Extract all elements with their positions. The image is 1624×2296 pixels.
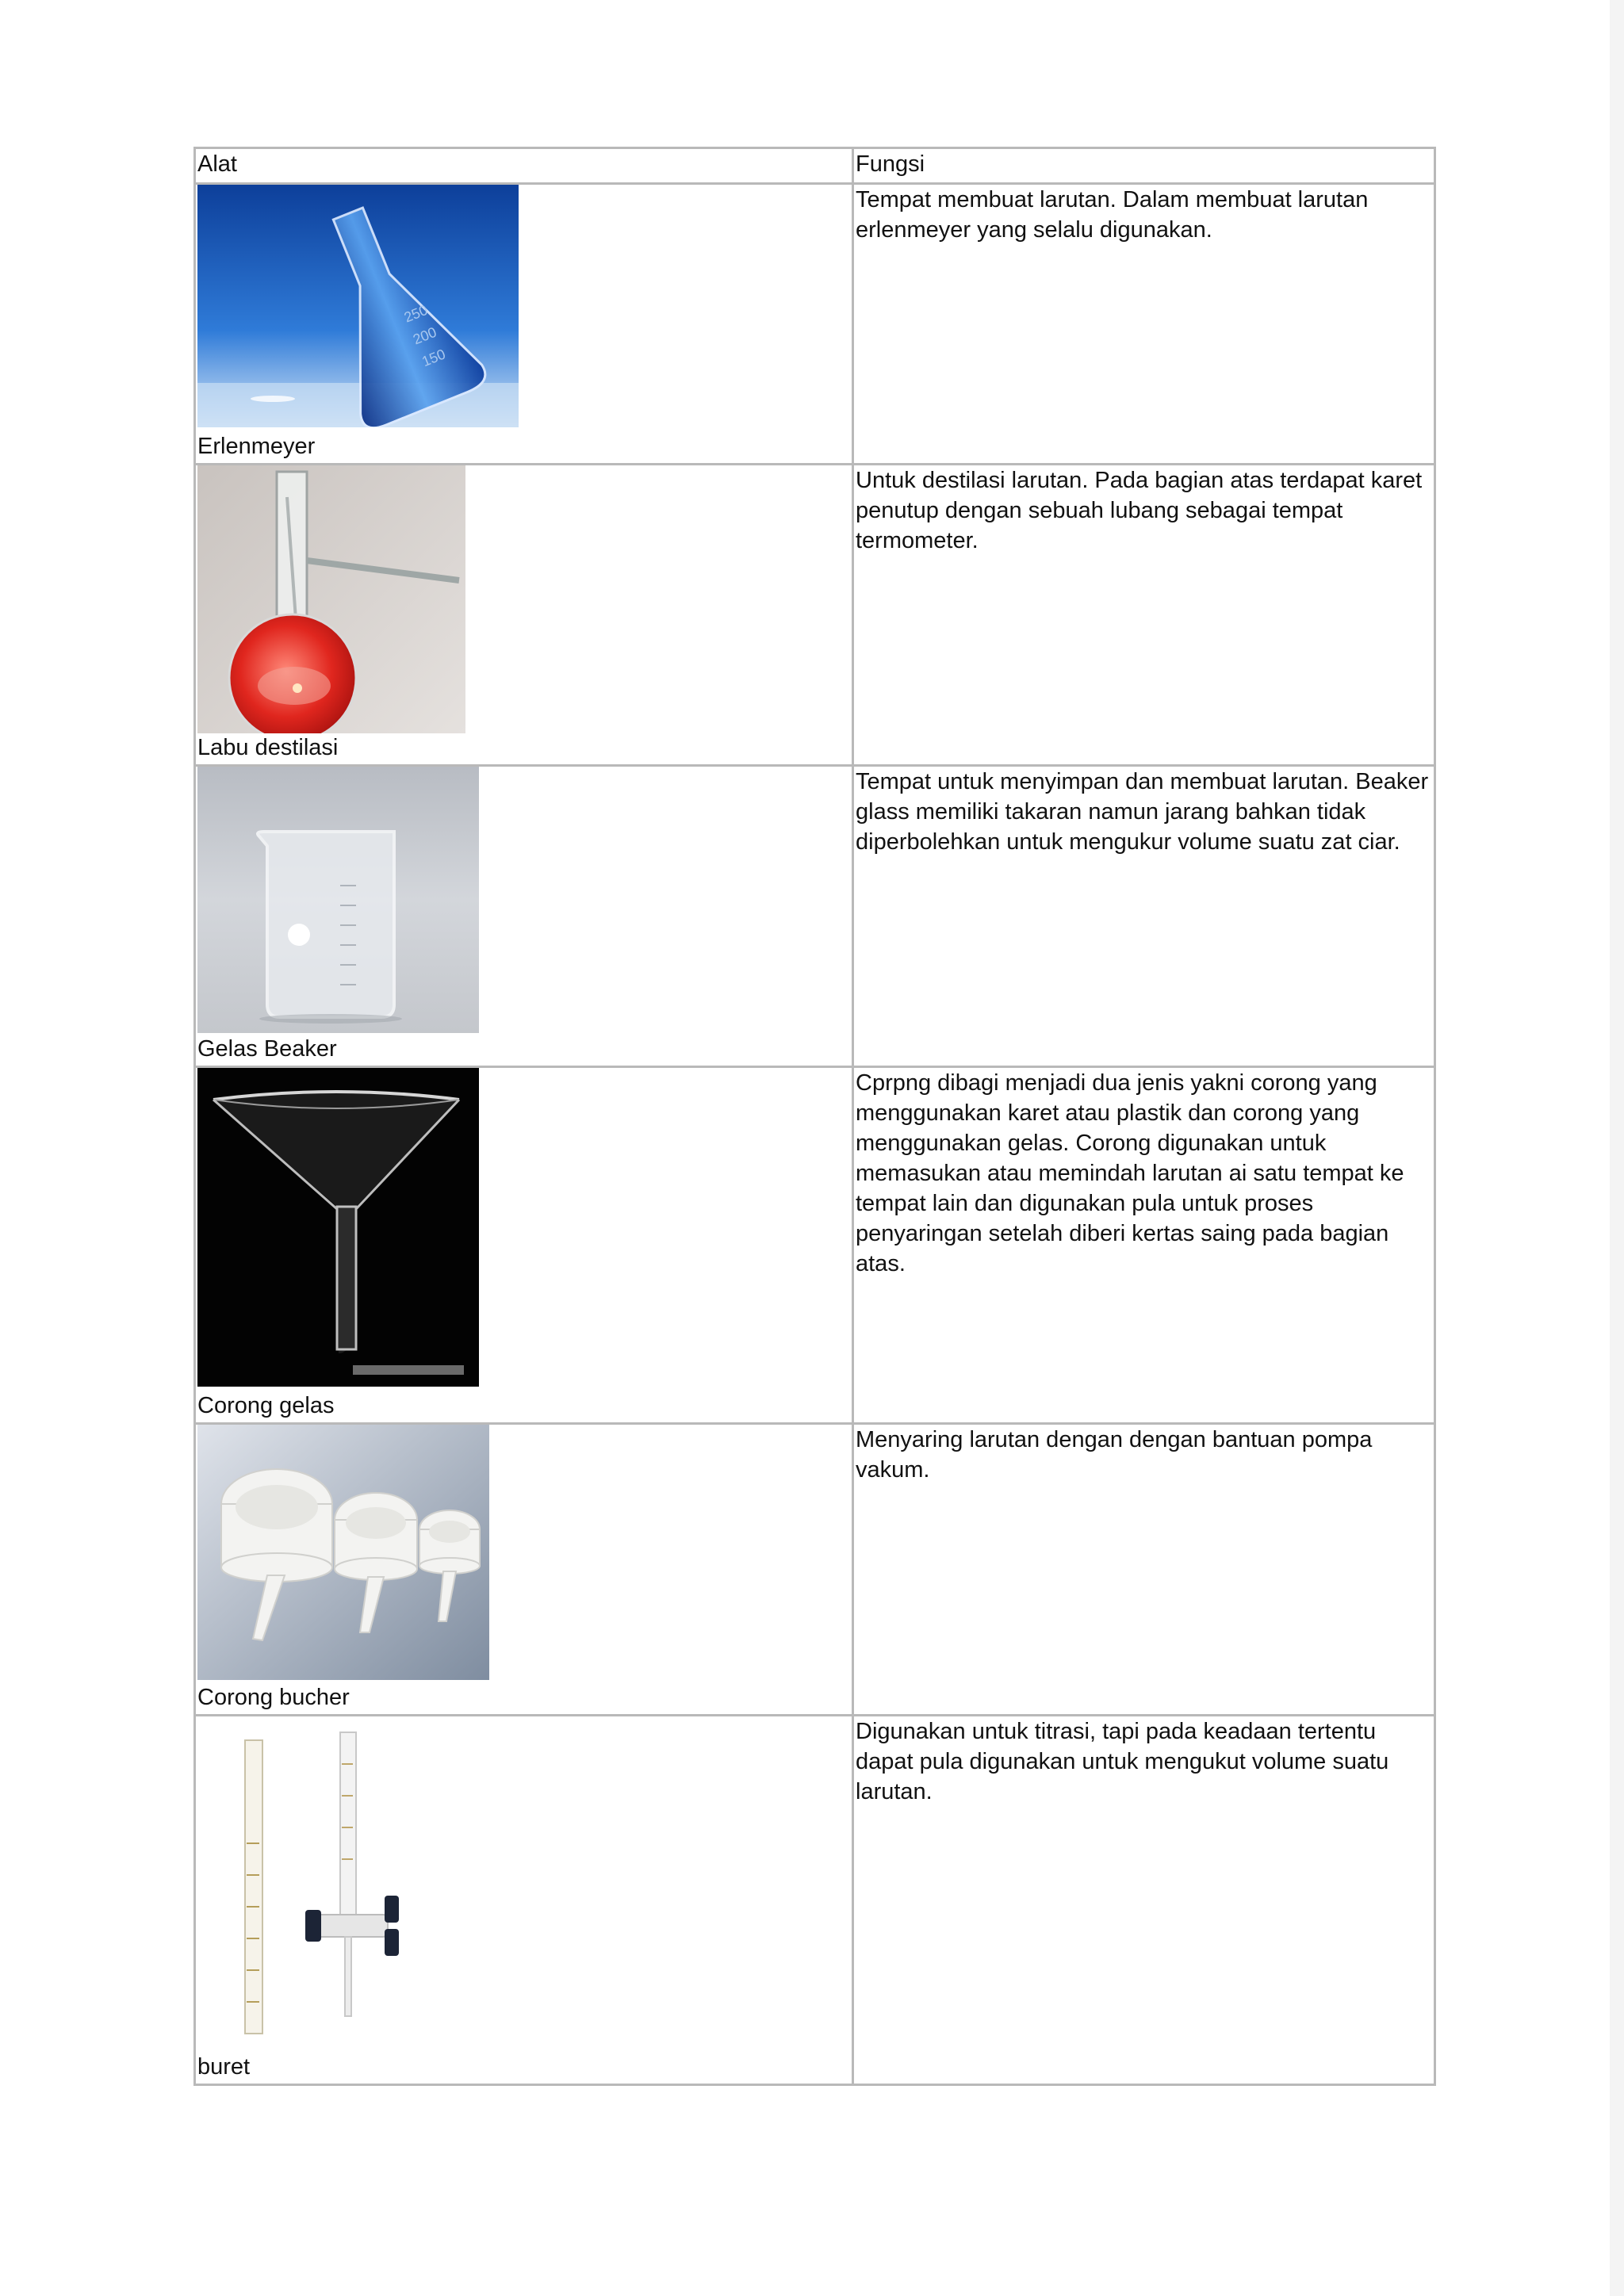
tool-name: Labu destilasi [197,735,339,760]
beaker-image [197,767,479,1033]
tool-cell [195,1067,853,1424]
burette-image [197,1716,429,2051]
erlenmeyer-image [197,185,519,427]
volume-mark: 250 [401,301,431,326]
tool-cell [195,465,853,766]
tool-description: Digunakan untuk titrasi, tapi pada keadaan tertentu dapat pula digunakan untuk mengukut volume suatu larutan. [856,1719,1389,1804]
tool-name: buret [197,2054,251,2080]
function-cell [853,766,1435,1067]
tool-description: Cprpng dibagi menjadi dua jenis yakni corong yang menggunakan karet atau plastik dan corong yang menggunakan gelas. Corong digunakan untuk memasukan atau memindah larutan ai satu tempat ke tempat lain dan digunakan pula untuk proses penyaringan setelah diberi kertas saing pada bagian atas. [856,1070,1404,1276]
table-row [195,184,1435,465]
function-cell [853,1716,1435,2085]
distillation-flask-image [197,465,465,733]
tool-name: Corong gelas [197,1393,335,1418]
table-row [195,766,1435,1067]
tool-name: Gelas Beaker [197,1036,337,1062]
function-cell [853,1424,1435,1716]
table-row [195,1424,1435,1716]
table-row [195,465,1435,766]
table-row [195,1067,1435,1424]
header-function: Fungsi [853,148,1435,184]
tool-cell [195,184,853,465]
glass-funnel-image [197,1068,479,1387]
tool-description: Tempat membuat larutan. Dalam membuat larutan erlenmeyer yang selalu digunakan. [856,187,1369,243]
volume-mark: 150 [419,346,448,370]
tool-cell [195,1716,853,2085]
tool-cell [195,766,853,1067]
volume-mark: 200 [410,323,439,348]
tool-description: Menyaring larutan dengan dengan bantuan pompa vakum. [856,1427,1373,1483]
lab-tools-table [193,147,1436,2086]
tool-description: Untuk destilasi larutan. Pada bagian atas terdapat karet penutup dengan sebuah lubang sebagai tempat termometer. [856,468,1423,553]
tool-name: Erlenmeyer [197,434,316,459]
table-row [195,1716,1435,2085]
tool-cell [195,1424,853,1716]
tool-name: Corong bucher [197,1685,350,1710]
page-edge-shade [1610,0,1624,2296]
function-cell [853,184,1435,465]
buchner-funnel-image [197,1425,489,1680]
function-cell [853,1067,1435,1424]
table-header-row [195,148,1435,184]
tool-description: Tempat untuk menyimpan dan membuat larutan. Beaker glass memiliki takaran namun jarang bahkan tidak diperbolehkan untuk mengukur volume suatu zat ciar. [856,769,1429,855]
function-cell [853,465,1435,766]
header-tool: Alat [195,148,853,184]
